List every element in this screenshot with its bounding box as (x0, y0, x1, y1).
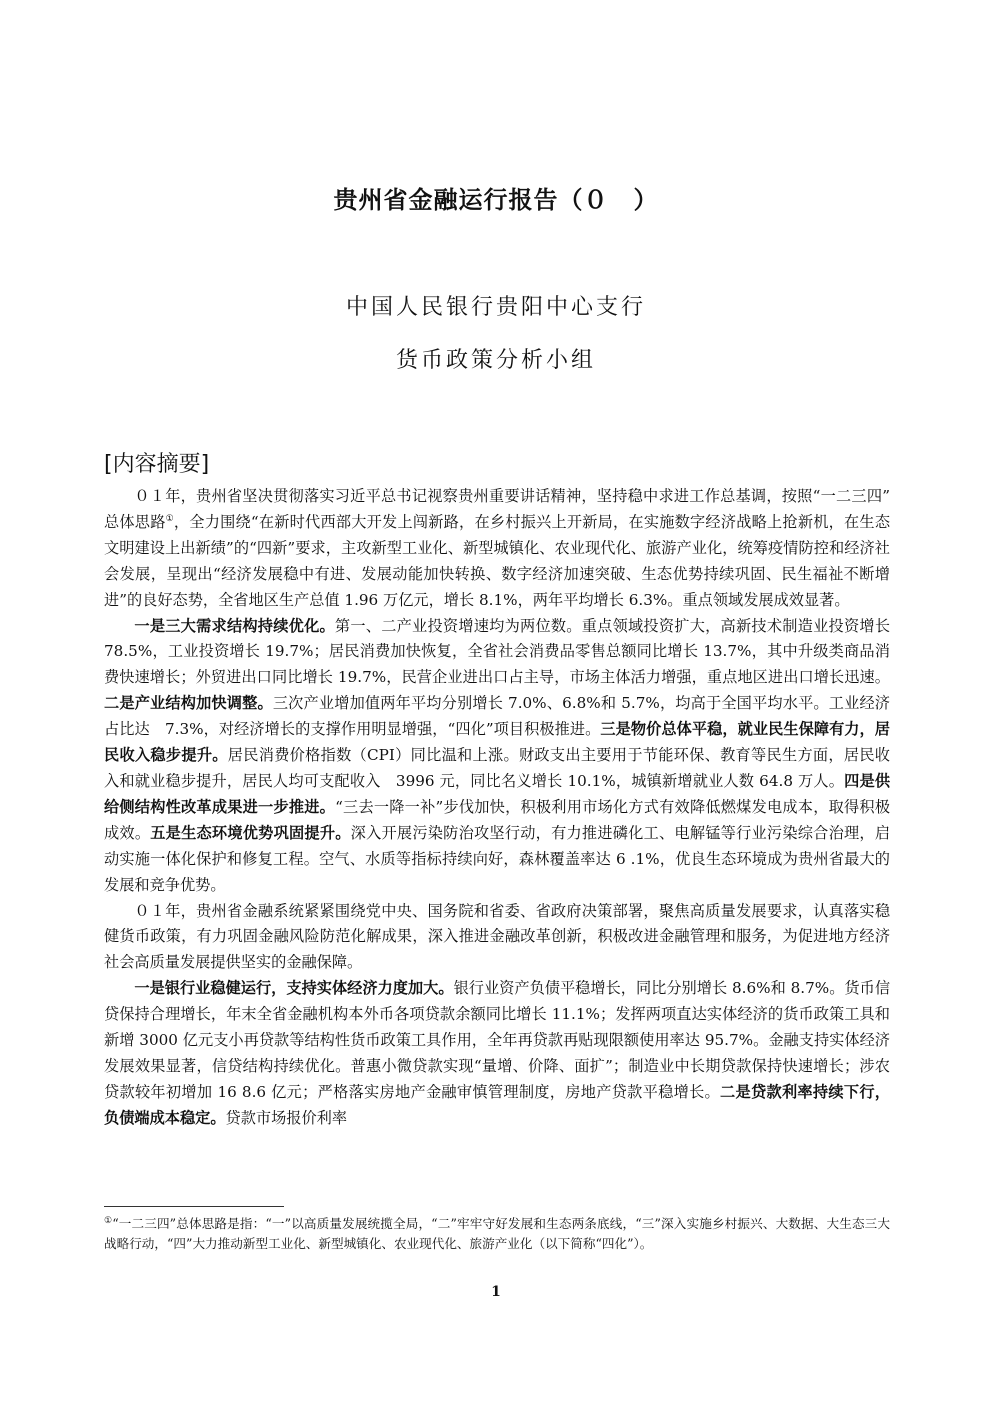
paragraph-overview (104, 484, 906, 614)
paragraph-overview-text: ０１年，贵州省坚决贯彻落实习近平总书记视察贵州重要讲话精神，坚持稳中求进工作总基调，按照“一二三四” 总体思路 (104, 487, 906, 531)
highlight-prices: 三是物价总体平稳，就业民生保障有力，居民收入稳步提升。 (104, 720, 890, 765)
abstract-heading: [内容摘要] (104, 452, 210, 477)
footnote-reference: ① (165, 513, 174, 524)
highlight-banking: 一是银行业稳健运行，支持实体经济力度加大。 (134, 979, 454, 998)
highlight-supply-reform: 四是供给侧结构性改革成果进一步推进。 (104, 771, 891, 816)
highlight-demand: 一是三大需求结构持续优化。 (134, 616, 335, 635)
paragraph-financial-system: ０１年，贵州省金融系统紧紧围绕党中央、国务院和省委、省政府决策部署，聚焦高质量发展要求，认真落实稳健货币政策，有力巩固金融风险防范化解成果，深入推进金融改革创新，积极改进金融管理和服务，为促进地方经济社会高质量发展提供坚实的金融保障。 (104, 901, 890, 972)
highlight-ecology: 五是生态环境优势巩固提升。 (150, 823, 351, 842)
paragraph-banking (104, 976, 890, 1131)
page-number: 1 (491, 1284, 501, 1300)
report-title: 贵州省金融运行报告（０ ） (333, 186, 659, 214)
author-group: 货币政策分析小组 (395, 348, 596, 373)
paragraph-overview-text-cont: ，全力围绕“在新时代西部大开发上闯新路，在乡村振兴上开新局，在实施数字经济战略上抢新机，在生态文明建设上出新绩”的“四新”要求，主攻新型工业化、新型城镇化、农业现代化、旅游产业化，统筹疫情防控和经济社会发展，呈现出“经济发展稳中有进、发展动能加快转换、数字经济加速突破、生态优势持续巩固、民生福祉不断增进”的良好态势，全省地区生产总值 1.96 万亿元，增长 8.1%，两年平均增长 6.3%。重点领域发展成效显著。 (104, 512, 891, 609)
abstract-body (104, 484, 906, 1132)
text-prices: 居民消费价格指数（CPI）同比温和上涨。财政支出主要用于节能环保、教育等民生方面，居民收入和就业稳步提升，居民人均可支配收入 3996 元，同比名义增长 10.1%，城镇新增就业人数 64.8 万人。 (104, 746, 890, 790)
text-industry: 三次产业增加值两年平均分别增长 7.0%、6.8%和 5.7%，均高于全国平均水平。工业经济占比达 7.3%，对经济增长的支撑作用明显增强，“四化”项目积极推进。 (104, 694, 890, 739)
footnote-text: “一二三四”总体思路是指：“一”以高质量发展统揽全局，“二”牢牢守好发展和生态两条底线，“三”深入实施乡村振兴、大数据、大生态三大战略行动，“四”大力推动新型工业化、新型城镇化、农业现代化、旅游产业化（以下简称“四化”）。 (104, 1216, 890, 1251)
author-organization: 中国人民银行贵阳中心支行 (345, 295, 646, 320)
highlight-interest-rate: 二是贷款利率持续下行，负债端成本稳定。 (104, 1082, 890, 1127)
text-demand: 第一、二产业投资增速均为两位数。重点领域投资扩大，高新技术制造业投资增长 78.5%，工业投资增长 19.7%；居民消费加快恢复，全省社会消费品零售总额同比增长 13.7%，其中升级类商品消费快速增长；外贸进出口同比增长 19.7%，民营企业进出口占主导，市场主体活力增强，重点地区进出口增长迅速。 (104, 616, 891, 687)
footnote-divider (104, 1206, 284, 1207)
highlight-industry: 二是产业结构加快调整。 (104, 694, 273, 713)
footnote (104, 1214, 890, 1254)
text-supply-reform: “三去一降一补”步伐加快，积极利用市场化方式有效降低燃煤发电成本，取得积极成效。 (104, 797, 891, 842)
paragraph-economy-highlights (104, 614, 890, 899)
text-banking: 银行业资产负债平稳增长，同比分别增长 8.6%和 8.7%。货币信贷保持合理增长，年末全省金融机构本外币各项贷款余额同比增长 11.1%；发挥两项直达实体经济的货币政策工具和新增 3000 亿元支小再贷款等结构性货币政策工具作用，全年再贷款再贴现限额使用率达 95.7%。金融支持实体经济发展效果显著，信贷结构持续优化。普惠小微贷款实现“量增、价降、面扩”；制造业中长期贷款保持快速增长；涉农贷款较年初增加 16 8.6 亿元；严格落实房地产金融审慎管理制度，房地产贷款平稳增长。 (104, 979, 891, 1101)
text-ecology: 深入开展污染防治攻坚行动，有力推进磷化工、电解锰等行业污染综合治理，启动实施一体化保护和修复工程。空气、水质等指标持续向好，森林覆盖率达 6 .1%，优良生态环境成为贵州省最大的发展和竞争优势。 (104, 823, 891, 894)
footnote-marker: ① (104, 1215, 113, 1226)
text-interest-rate: 贷款市场报价利率 (225, 1108, 347, 1127)
